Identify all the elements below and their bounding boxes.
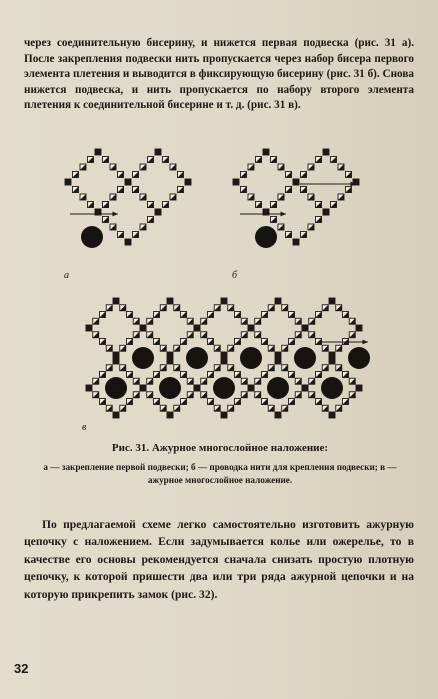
figure-label-a: а (64, 270, 69, 281)
bead-square (95, 149, 101, 155)
bead-square (194, 385, 200, 391)
large-bead-pendant (186, 347, 208, 369)
bead-square (140, 385, 146, 391)
bead-square (275, 352, 281, 358)
bead-square (275, 358, 281, 364)
bead-square (323, 149, 329, 155)
large-bead-pendant (255, 226, 277, 248)
bead-square (155, 149, 161, 155)
bead-square (86, 385, 92, 391)
bead-square (275, 412, 281, 418)
bead-square (140, 325, 146, 331)
bead-square (356, 385, 362, 391)
large-bead-pendant (321, 377, 343, 399)
bead-square (167, 298, 173, 304)
figure-label-b: б (232, 270, 238, 281)
bead-square (65, 179, 71, 185)
bead-square (113, 352, 119, 358)
bead-square (113, 412, 119, 418)
page-number: 32 (14, 661, 29, 676)
figure-label-v: в (82, 422, 87, 433)
bead-square (194, 325, 200, 331)
figure-caption-title: Рис. 31. Ажурное многослойное наложение: (111, 442, 329, 454)
bead-square (302, 325, 308, 331)
bead-square (356, 325, 362, 331)
paragraph-top: через соединительную бисерину, и нижется первая подвеска (рис. 31 а). После закрепления подвески нить пропускается через набор бисера первого элемента плетения и выводится в фиксирующую бисерину (рис. 31 б). Снова нижется подвеска, и нить пропускается по набору второго элемента плетения к соединительной бисерине и т. д. (рис. 31 в). (24, 37, 414, 112)
bead-square (221, 412, 227, 418)
large-bead-pendant (81, 226, 103, 248)
bead-square (329, 358, 335, 364)
bead-square (275, 298, 281, 304)
thread-arrow (280, 212, 286, 217)
large-bead-pendant (240, 347, 262, 369)
large-bead-pendant (105, 377, 127, 399)
bead-square (155, 209, 161, 215)
bead-square (233, 179, 239, 185)
bead-square (263, 149, 269, 155)
bead-square (248, 325, 254, 331)
bead-square (329, 412, 335, 418)
figure-caption-body: а — закрепление первой подвески; б — проводка нити для крепления подвески; в — ажурное многослойное наложение. (43, 462, 397, 485)
bead-square (113, 358, 119, 364)
bead-square (293, 239, 299, 245)
large-bead-pendant (132, 347, 154, 369)
bead-square (125, 179, 131, 185)
bead-square (167, 352, 173, 358)
bead-square (86, 325, 92, 331)
thread-arrow (112, 212, 118, 217)
thread-arrow (362, 340, 368, 345)
bead-square (323, 209, 329, 215)
bead-square (329, 298, 335, 304)
bead-square (167, 412, 173, 418)
large-bead-pendant (267, 377, 289, 399)
bead-square (167, 358, 173, 364)
bead-square (221, 358, 227, 364)
bead-square (293, 179, 299, 185)
bead-square (113, 298, 119, 304)
bead-square (329, 352, 335, 358)
bead-square (221, 298, 227, 304)
bead-square (125, 239, 131, 245)
large-bead-pendant (348, 347, 370, 369)
large-bead-pendant (159, 377, 181, 399)
bead-square (185, 179, 191, 185)
large-bead-pendant (213, 377, 235, 399)
bead-square (248, 385, 254, 391)
bead-square (221, 352, 227, 358)
paragraph-bottom: По предлагаемой схеме легко самостоятельно изготовить ажурную цепочку с наложением. Если задумывается колье или ожерелье, то в качестве его основы рекомендуется сначала снизать простую плотную цепочку, к которой пришести два или три ряда ажурной цепочки и на которую прикрепить замок (рис. 32). (24, 518, 414, 601)
large-bead-pendant (294, 347, 316, 369)
bead-square (302, 385, 308, 391)
